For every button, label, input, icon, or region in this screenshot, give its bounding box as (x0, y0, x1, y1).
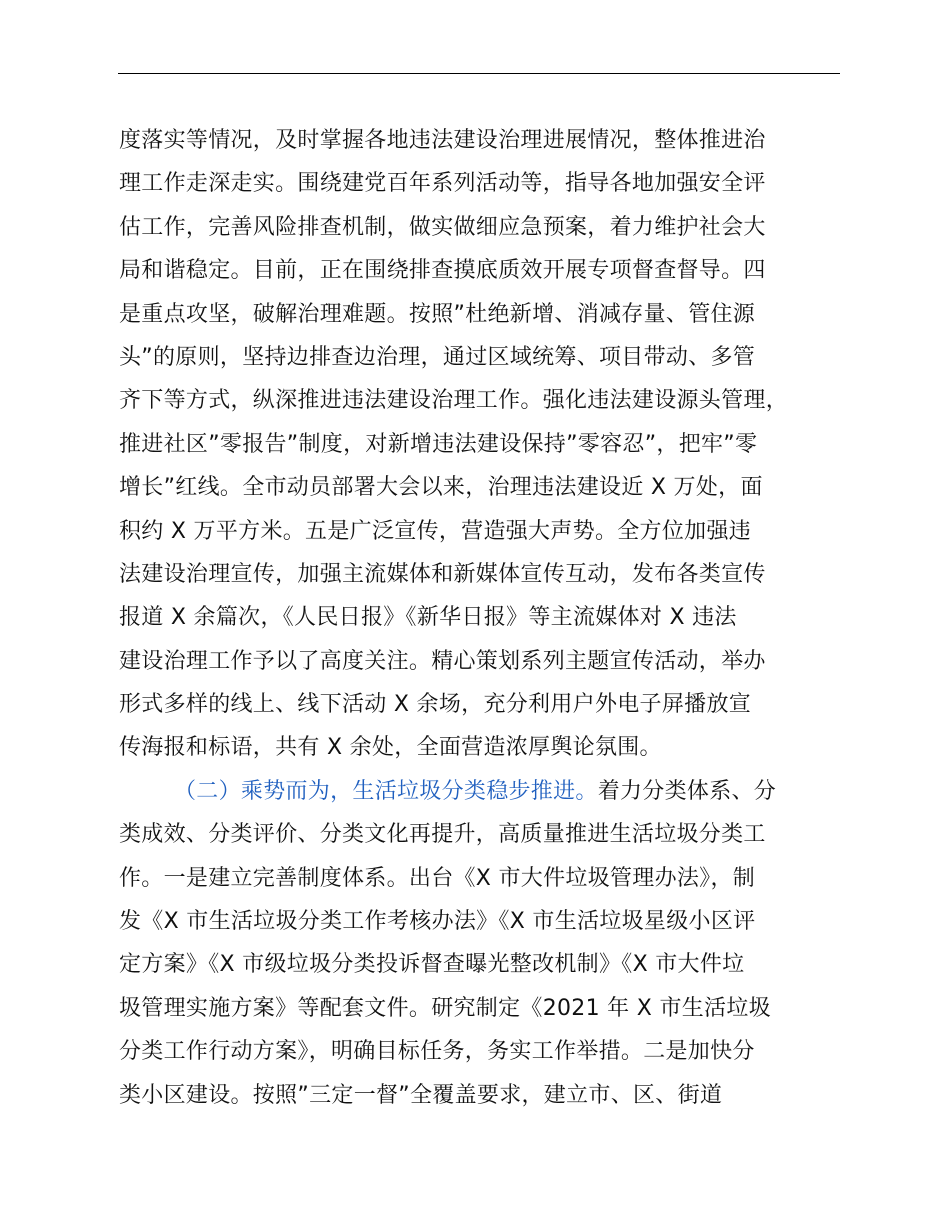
text-line: 推进社区”零报告”制度，对新增违法建设保持”零容忍”，把牢”零 (119, 431, 758, 457)
text-line: 圾管理实施方案》等配套文件。研究制定《2021 年 X 市生活垃圾 (119, 995, 771, 1021)
text-line: 估工作，完善风险排查机制，做实做细应急预案，着力维护社会大 (119, 214, 766, 240)
section-heading: （二）乘势而为，生活垃圾分类稳步推进。 (174, 778, 598, 804)
text-line: 法建设治理宣传，加强主流媒体和新媒体宣传互动，发布各类宣传 (119, 561, 766, 587)
text-line: 作。一是建立完善制度体系。出台《X 市大件垃圾管理办法》，制 (119, 865, 756, 891)
text-line: 类成效、分类评价、分类文化再提升，高质量推进生活垃圾分类工 (119, 822, 766, 848)
text-line: 传海报和标语，共有 X 余处，全面营造浓厚舆论氛围。 (119, 735, 662, 761)
text-line: 局和谐稳定。目前，正在围绕排查摸底质效开展专项督查督导。四 (119, 258, 766, 284)
text-line: 类小区建设。按照”三定一督”全覆盖要求，建立市、区、街道 (119, 1082, 723, 1108)
text-line: 是重点攻坚，破解治理难题。按照”杜绝新增、消减存量、管住源 (119, 301, 756, 327)
text-line: 定方案》《X 市级垃圾分类投诉督查曝光整改机制》《X 市大件垃 (119, 952, 745, 978)
body-text (119, 119, 841, 1117)
text-line: 发《X 市生活垃圾分类工作考核办法》《X 市生活垃圾星级小区评 (119, 909, 756, 935)
text-line: 头”的原则，坚持边排查边治理，通过区域统筹、项目带动、多管 (119, 344, 756, 370)
text-line: 分类工作行动方案》，明确目标任务，务实工作举措。二是加快分 (119, 1039, 755, 1065)
text-line: 建设治理工作予以了高度关注。精心策划系列主题宣传活动，举办 (119, 648, 766, 674)
text-line: 形式多样的线上、线下活动 X 余场，充分利用户外电子屏播放宣 (119, 692, 752, 718)
text-line: 增长”红线。全市动员部署大会以来，治理违法建设近 X 万处，面 (119, 475, 763, 501)
section-heading-rest: 着力分类体系、分 (597, 778, 777, 804)
text-line: 度落实等情况，及时掌握各地违法建设治理进展情况，整体推进治 (119, 128, 766, 153)
header-rule (118, 73, 840, 74)
text-line: 报道 X 余篇次，《人民日报》《新华日报》等主流媒体对 X 违法 (119, 605, 737, 631)
text-line: 理工作走深走实。围绕建党百年系列活动等，指导各地加强安全评 (119, 171, 766, 197)
text-line: 齐下等方式，纵深推进违法建设治理工作。强化违法建设源头管理， (119, 388, 789, 414)
section-heading-line (119, 770, 841, 813)
text-line: 积约 X 万平方米。五是广泛宣传，营造强大声势。全方位加强违 (119, 518, 752, 544)
